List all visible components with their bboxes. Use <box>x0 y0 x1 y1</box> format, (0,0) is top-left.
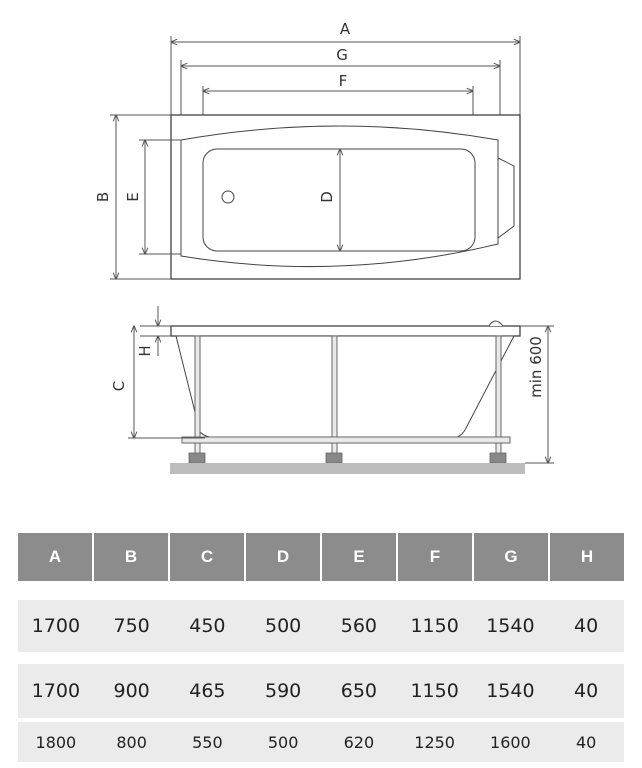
dim-label-e: E <box>124 192 142 202</box>
table-row <box>18 664 624 718</box>
table-cell: 620 <box>343 732 375 752</box>
dim-label-c: C <box>110 380 128 392</box>
table-header-row <box>18 533 624 581</box>
header-c: C <box>170 533 246 581</box>
side-view <box>110 306 554 474</box>
table-cell: 1700 <box>31 615 81 637</box>
table-cell: 1540 <box>486 680 535 702</box>
dimensions-table <box>18 533 624 762</box>
dim-label-a: A <box>339 20 351 38</box>
table-cell: 1150 <box>410 615 459 637</box>
table-cell: 550 <box>192 732 223 752</box>
table-cell: 450 <box>189 615 226 637</box>
table-cell: 40 <box>574 680 599 702</box>
table-row <box>18 722 624 762</box>
table-cell: 500 <box>267 732 299 752</box>
table-cell: 500 <box>264 615 302 637</box>
dim-label-f: F <box>338 72 348 90</box>
floor <box>170 463 525 474</box>
table-cell: 465 <box>189 680 226 702</box>
header-h: H <box>550 533 624 581</box>
header-f: F <box>398 533 474 581</box>
table-cell: 1600 <box>490 732 531 752</box>
table-cell: 40 <box>575 732 597 752</box>
table-cell: 1150 <box>410 680 459 702</box>
table-cell: 560 <box>340 615 377 637</box>
header-b: B <box>94 533 170 581</box>
side-rim <box>171 326 520 336</box>
header-d: D <box>246 533 322 581</box>
table-cell: 1250 <box>414 732 455 752</box>
dim-label-d: D <box>318 191 336 203</box>
side-tub-body <box>176 336 514 438</box>
table-cell: 40 <box>574 615 599 637</box>
table-cell: 1800 <box>35 732 77 752</box>
table-cell: 590 <box>264 680 302 702</box>
table-cell: 750 <box>113 615 150 637</box>
table-cell: 1700 <box>31 680 81 702</box>
table-cell: 650 <box>340 680 377 702</box>
header-e: E <box>322 533 398 581</box>
table-cell: 900 <box>113 680 150 702</box>
top-view <box>94 20 520 279</box>
dim-label-b: B <box>94 191 112 203</box>
dim-label-min-height: min 600 <box>527 336 545 398</box>
table-row <box>18 600 624 652</box>
dim-label-g: G <box>336 46 348 64</box>
drain-icon <box>222 191 234 203</box>
dim-label-h: H <box>136 345 154 357</box>
header-a: A <box>18 533 94 581</box>
header-g: G <box>474 533 550 581</box>
table-cell: 800 <box>116 732 147 752</box>
table-cell: 1540 <box>486 615 535 637</box>
